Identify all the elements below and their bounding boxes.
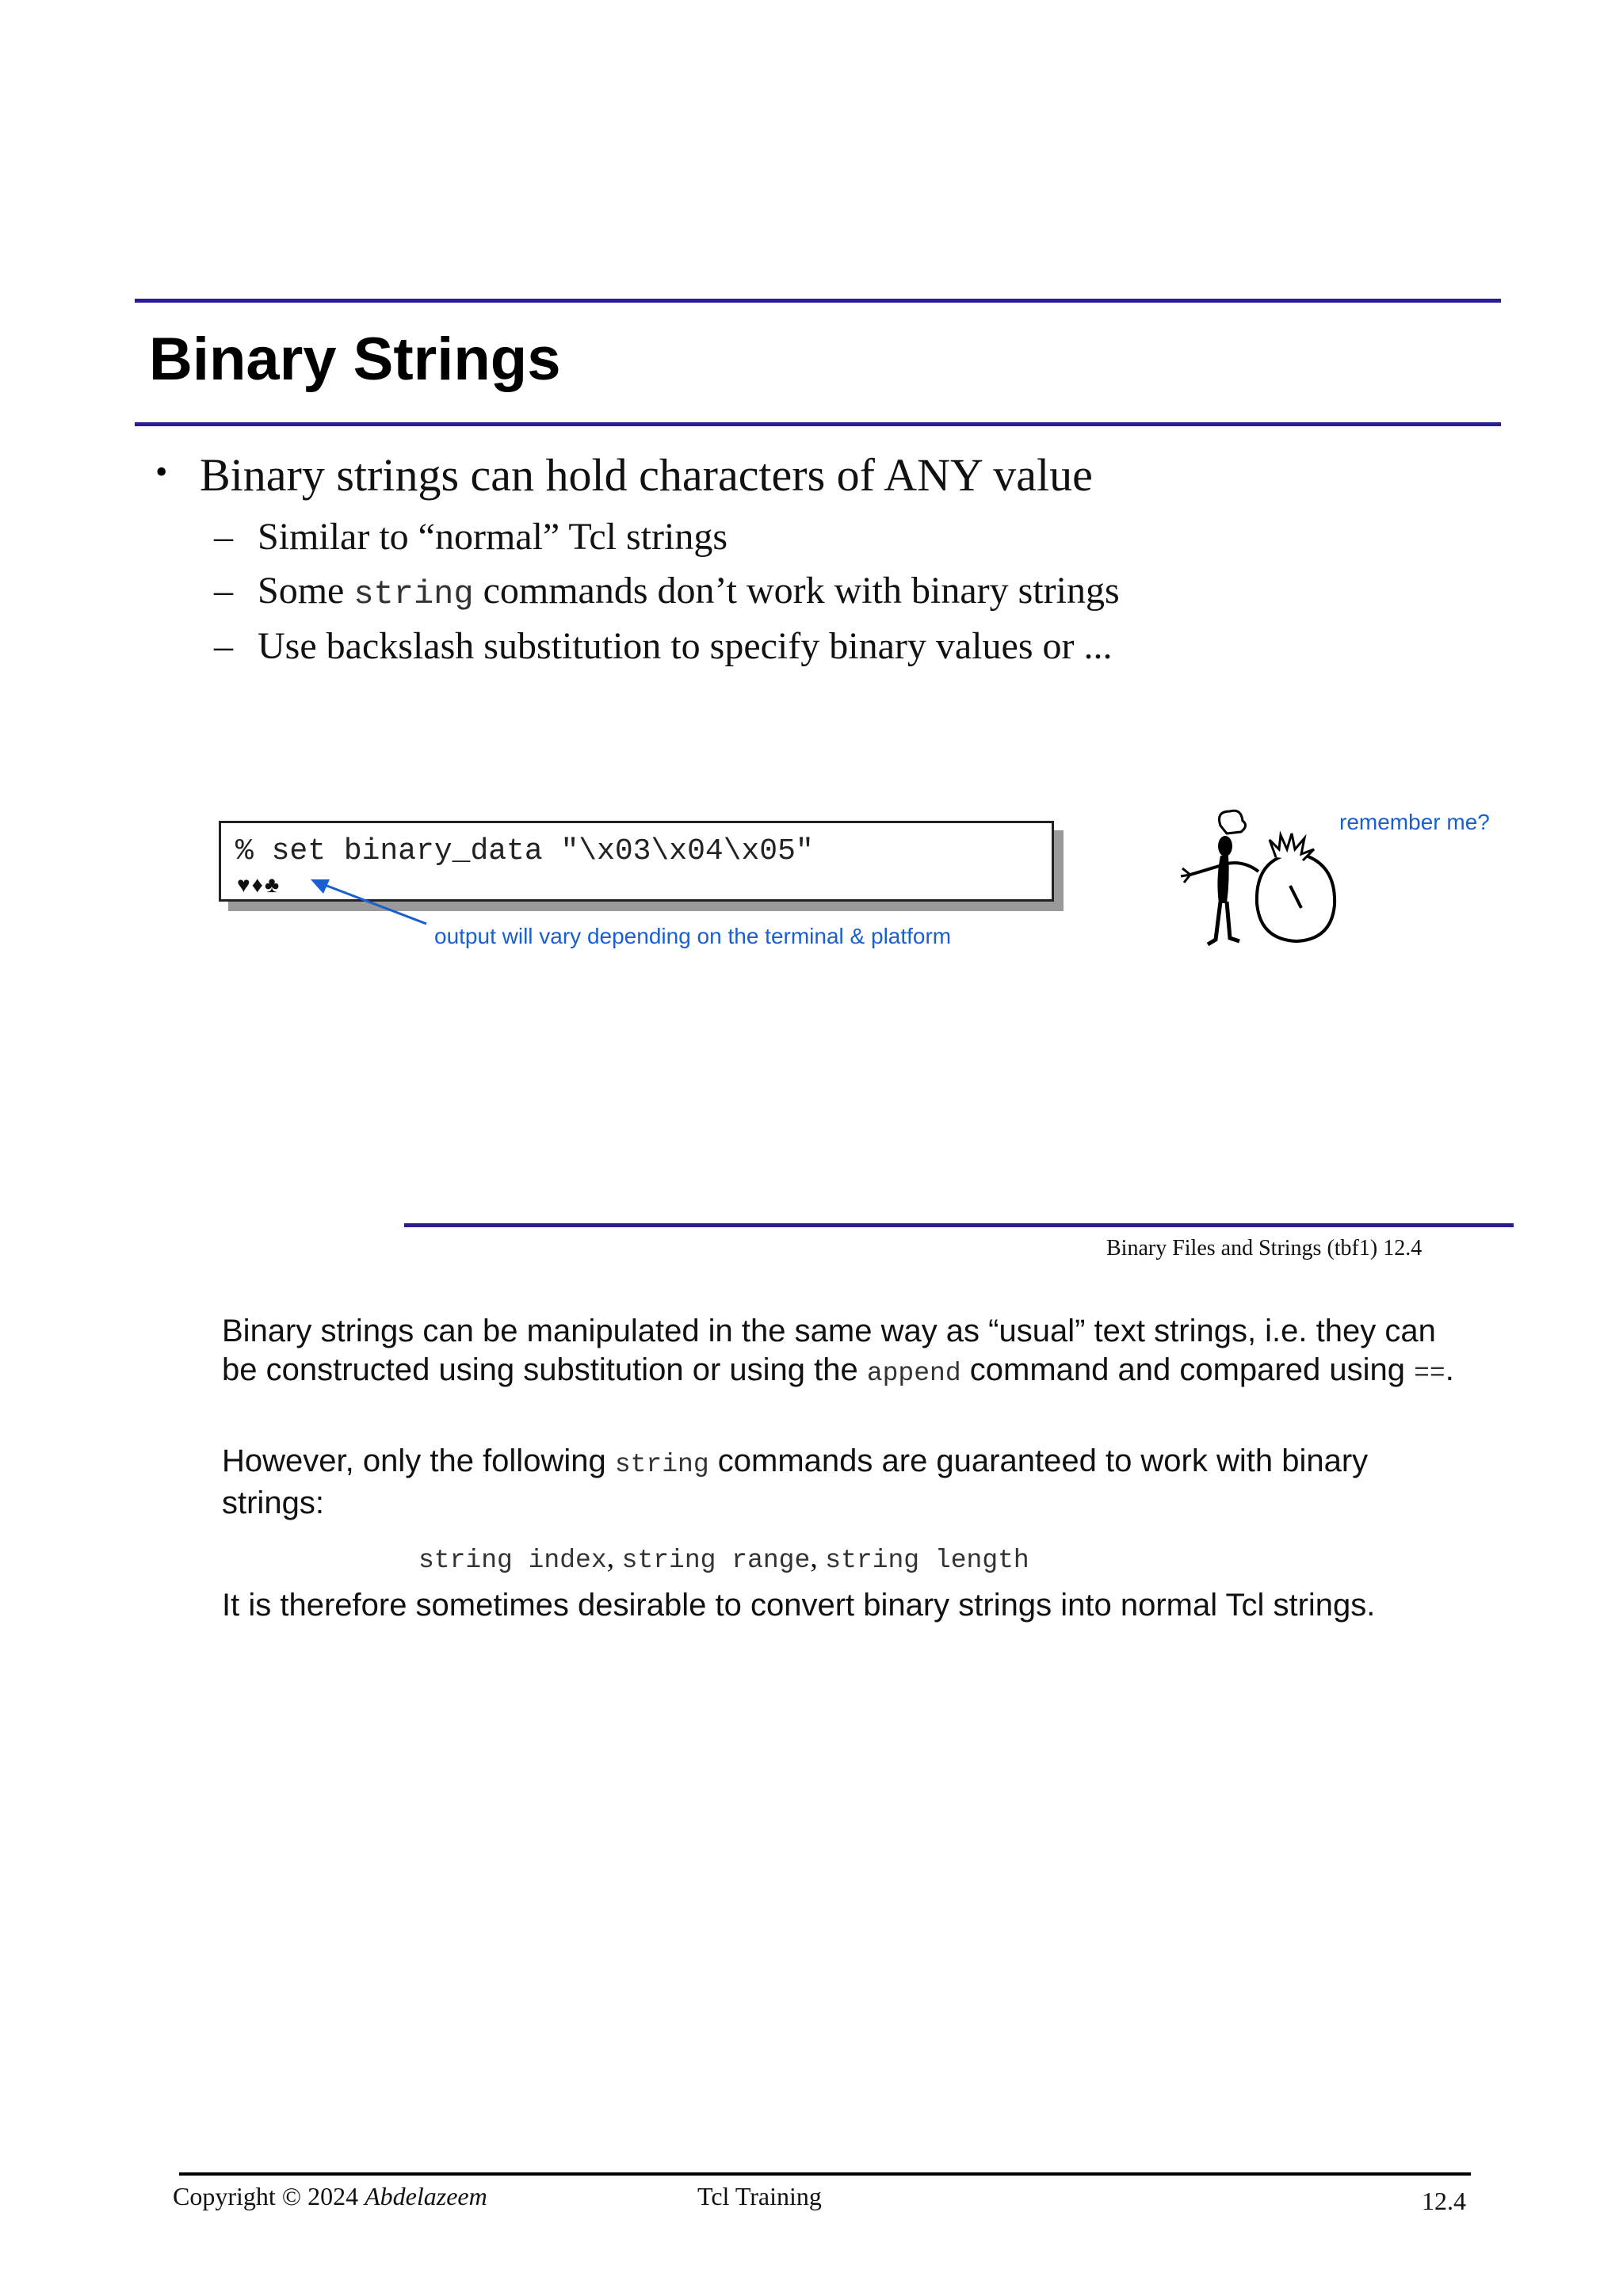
sub-bullet-dash: – [214,625,233,667]
sub-bullet-2 [258,569,1120,613]
notes-p2-text: However, only the following [222,1444,615,1478]
command-item: string range [621,1546,811,1575]
page-footer-rule [179,2172,1471,2176]
bullet-dot: • [155,452,168,491]
string-code: string [614,1450,709,1479]
sub-bullet-2-post: commands don’t work with binary strings [473,570,1120,612]
code-command-line: % set binary_data "\x03\x04\x05" [235,834,814,868]
course-name: Tcl Training [697,2182,822,2210]
slide-bottom-rule [404,1223,1514,1227]
copyright-text: Copyright © 2024 [173,2182,365,2210]
author-name: Abdelazeem [365,2182,487,2210]
notes-p2-text: commands are guaranteed to work with binary strings: [222,1444,1369,1520]
string-commands-list: string index, string range, string length [418,1541,1029,1575]
sub-bullet-1: Similar to “normal” Tcl strings [258,516,727,558]
command-item: string index [418,1546,607,1575]
notes-p1-text: command and compared using [960,1352,1415,1387]
annotation-arrow [301,871,444,935]
copyright [173,2182,487,2211]
remember-me-note: remember me? [1339,810,1490,834]
notes-paragraph-2 [222,1442,1458,1523]
arrow-note: output will vary depending on the terminal & platform [434,924,952,948]
sub-bullet-3: Use backslash substitution to specify binary values or ... [258,625,1113,667]
slide-footer-label: Binary Files and Strings (tbf1) 12.4 [1106,1236,1423,1261]
command-item: string length [825,1546,1029,1575]
title-top-rule [135,299,1501,303]
notes-p1-text: . [1445,1352,1454,1387]
equals-code: == [1414,1359,1445,1388]
page-number: 12.4 [1422,2187,1466,2215]
notes-paragraph-3: It is therefore sometimes desirable to convert binary strings into normal Tcl strings. [222,1588,1376,1623]
sub-bullet-2-code: string [353,575,474,613]
code-output-line: ♥♦♣ [237,872,281,897]
slide-title: Binary Strings [149,326,561,393]
sub-bullet-dash: – [214,516,233,558]
title-bottom-rule [135,422,1501,426]
append-code: append [866,1359,961,1388]
sub-bullet-dash: – [214,570,233,612]
character-with-bag-illustration [1165,808,1347,959]
main-bullet: Binary strings can hold characters of ANY value [200,449,1093,501]
sub-bullet-2-pre: Some [258,570,354,612]
notes-paragraph-1 [222,1312,1458,1393]
notes-p1-text: Binary strings can be manipulated in the same way as “usual” text strings, i.e. they can be constructed using substitution or using the [222,1314,1436,1387]
